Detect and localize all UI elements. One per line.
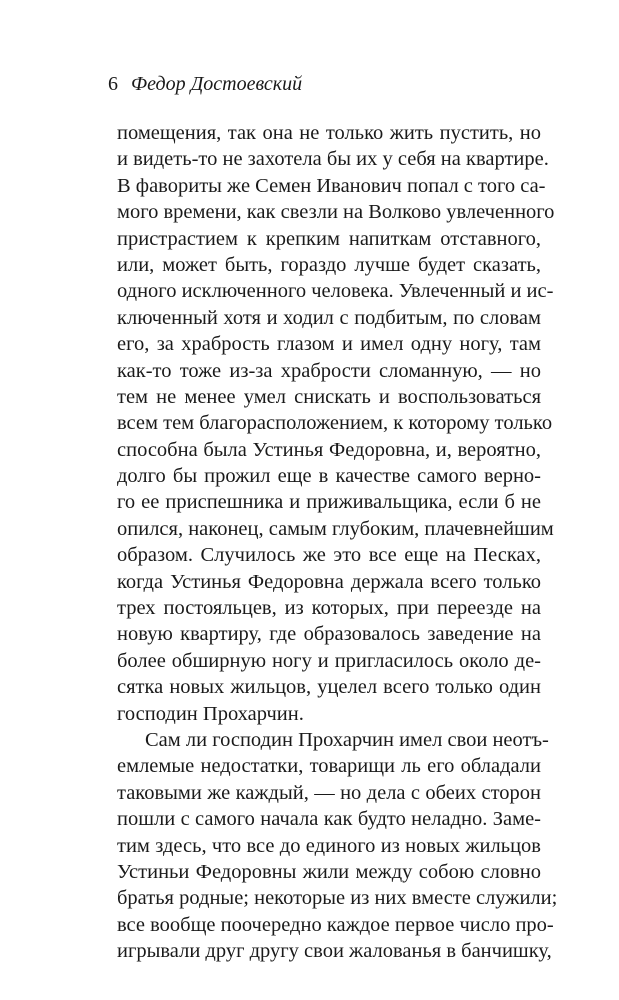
- text-line: тим здесь, что все до единого из новых жильцов: [117, 834, 541, 857]
- text-line: новую квартиру, где образовалось заведение на: [117, 623, 541, 646]
- text-line: мого времени, как свезли на Волково увлеченного: [117, 201, 555, 224]
- text-line: ключенный хотя и ходил с подбитым, по словам: [117, 306, 541, 329]
- text-line: братья родные; некоторые из них вместе служили;: [117, 887, 558, 910]
- text-line: образом. Случилось же это все еще на Песках,: [117, 544, 541, 567]
- text-line: сятка новых жильцов, уцелел всего только один: [117, 676, 541, 699]
- text-line: пошли с самого начала как будто неладно. Заме-: [117, 808, 541, 831]
- text-line: опился, наконец, самым глубоким, плачевнейшим: [117, 517, 554, 540]
- text-line: емлемые недостатки, товарищи ль его обладали: [117, 755, 541, 778]
- text-line: одного исключенного человека. Увлеченный и ис-: [117, 280, 554, 303]
- running-title: Федор Достоевский: [131, 73, 303, 95]
- text-line: способна была Устинья Федоровна, и, вероятно,: [117, 438, 541, 461]
- text-line: как-то тоже из-за храбрости сломанную, — но: [117, 359, 541, 382]
- text-line: Устиньи Федоровны жили между собою словно: [117, 860, 541, 883]
- text-line: Сам ли господин Прохарчин имел свои неотъ-: [145, 728, 549, 751]
- text-line: и видеть-то не захотела бы их у себя на квартире.: [117, 148, 549, 171]
- text-line: более обширную ногу и пригласилось около де-: [117, 649, 541, 672]
- body-text: [117, 120, 558, 965]
- text-line: все вообще поочередно каждое первое число про-: [117, 913, 554, 936]
- page-number: 6: [108, 73, 118, 95]
- text-line: или, может быть, гораздо лучше будет сказать,: [117, 253, 541, 276]
- paragraph-2: [117, 727, 558, 965]
- text-line: пристрастием к крепким напиткам отставного,: [117, 227, 541, 250]
- text-line: всем тем благорасположением, к которому только: [117, 412, 553, 435]
- text-line: го ее приспешника и приживальщика, если б не: [117, 491, 541, 514]
- text-line: таковыми же каждый, — но дела с обеих сторон: [117, 781, 541, 804]
- text-line: В фавориты же Семен Иванович попал с того са-: [117, 174, 546, 197]
- text-line: трех постояльцев, из которых, при переезде на: [117, 597, 541, 620]
- text-line: когда Устинья Федоровна держала всего только: [117, 570, 541, 593]
- paragraph-1: [117, 120, 555, 727]
- text-line: его, за храбрость глазом и имел одну ногу, там: [117, 333, 541, 356]
- running-header: [108, 72, 302, 96]
- text-line: тем не менее умел снискать и воспользоваться: [117, 385, 541, 408]
- text-line: игрывали друг другу свои жалованья в банчишку,: [117, 940, 552, 963]
- text-line: долго бы прожил еще в качестве самого верно-: [117, 465, 541, 488]
- text-line: господин Прохарчин.: [117, 702, 304, 725]
- text-line: помещения, так она не только жить пустить, но: [117, 122, 541, 144]
